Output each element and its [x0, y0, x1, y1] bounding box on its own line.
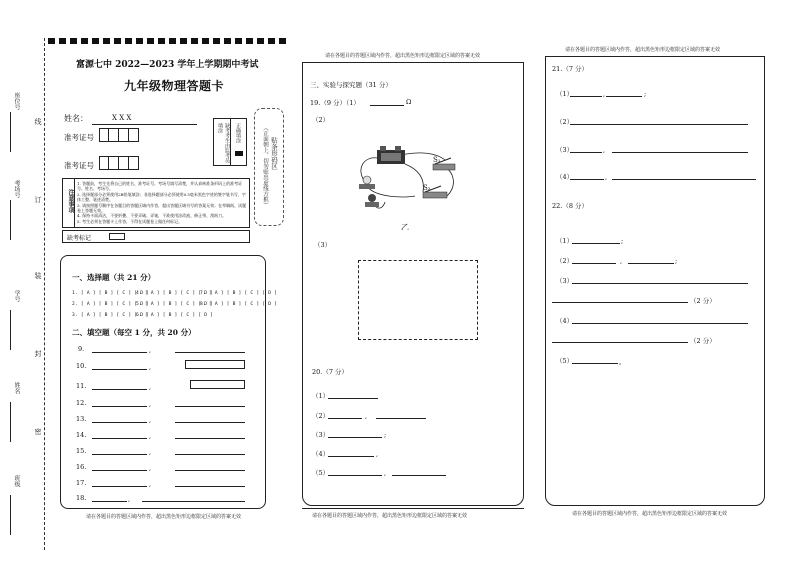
resistor-icon [365, 194, 379, 207]
battery-icon [377, 146, 405, 164]
q20-2-blank-1[interactable] [328, 418, 362, 419]
choice-q1[interactable]: 1. [ A ] [ B ] [ C ] [ D ] [72, 291, 150, 296]
section3-title: 三、实验与探究题（31 分） [310, 81, 392, 89]
field-line [10, 402, 11, 442]
q22-3-points: （2 分） [690, 297, 716, 305]
id-boxes[interactable] [99, 128, 139, 142]
q20-2-label: （2） [312, 412, 330, 420]
q20-2-blank-2[interactable] [376, 418, 426, 419]
q20-3-label: （3） [312, 431, 330, 439]
q22-2-blank-2[interactable] [628, 263, 674, 264]
name-value[interactable]: X X X [112, 114, 132, 122]
warning-col3-bottom: 请在各题目的答题区域内作答，超出黑色矩形边框限定区域的答案无效 [572, 511, 728, 517]
section2-title: 二、填空题（每空 1 分，共 20 分） [72, 328, 196, 337]
q21-2-blank[interactable] [570, 124, 748, 125]
fill-sample-box [213, 118, 247, 166]
q19-part2: （2） [312, 116, 330, 124]
notice-item: 3. 请按照题号顺序在各题目的答题区域内作答，超出答题区域书写的答案无效；在草稿纸、试题卷上答题无效。 [77, 202, 247, 214]
fill-q11-label: 11. [76, 382, 87, 390]
field-line [10, 310, 11, 350]
q22-2-label: （2） [556, 257, 574, 265]
q20-4-blank[interactable] [328, 456, 374, 457]
fill-q18-blank-1[interactable] [92, 501, 127, 502]
choice-q4[interactable]: 4. [ A ] [ B ] [ C ] [ D ] [136, 291, 214, 296]
choice-q2[interactable]: 2. [ A ] [ B ] [ C ] [ D ] [72, 302, 150, 307]
fill-q12-label: 12. [76, 399, 87, 407]
choice-q8[interactable]: 8. [ A ] [ B ] [ C ] [ D ] [200, 302, 278, 307]
warning-col1: 请在各题目的答题区域内作答，超出黑色矩形边框限定区域的答案无效 [86, 514, 242, 520]
cut-mark: 装 [34, 272, 42, 279]
divider [302, 508, 524, 509]
id-label-2: 准考证号 [64, 161, 94, 170]
fill-q13-label: 13. [76, 415, 87, 423]
id-label: 准考证号 [64, 133, 94, 142]
fill-q16-blank-2[interactable] [175, 470, 245, 471]
q21-4-label: （4） [556, 173, 574, 181]
field-line [10, 112, 11, 152]
q20-5-label: （5） [312, 469, 330, 477]
fill-q15-blank-1[interactable] [92, 454, 147, 455]
q21-label: 21.（7 分） [552, 65, 589, 73]
fill-q10-box[interactable] [185, 360, 245, 369]
q20-4-label: （4） [312, 450, 330, 458]
notice-item: 1. 答题前，考生先将自己的姓名、准考证号、考场号填写清楚，并认真核准条形码上的准考证号、姓名、考场号。 [77, 181, 243, 192]
fill-q18-blank-2[interactable] [142, 501, 245, 502]
q22-1-label: （1） [556, 237, 574, 245]
q19-part3: （3） [314, 241, 332, 249]
fill-q10-blank-1[interactable] [92, 369, 147, 370]
notice-item: 5. 考生必须在答题卡上作答，不得在试题卷上做任何标记。 [77, 218, 183, 224]
q20-label: 20.（7 分） [312, 368, 349, 376]
field-student-no: 学号 [13, 290, 20, 302]
cut-mark: 线 [34, 118, 42, 125]
warning-col2-top: 请在各题目的答题区域内作答，超出黑色矩形边框限定区域的答案无效 [325, 53, 481, 59]
q22-label: 22.（8 分） [552, 202, 589, 210]
notice-item: 2. 选择题部分必须使用2B铅笔填涂；非选择题部分必须使用0.5毫米黑色字迹的签字笔书写，字体工整、笔迹清楚。 [77, 191, 246, 203]
s2-label: S₂ [423, 184, 431, 192]
fill-q12-blank-1[interactable] [92, 406, 147, 407]
field-name: 姓名 [13, 382, 20, 394]
correct-fill-label: 正确填涂 [235, 123, 241, 143]
barcode-note: 贴条形码区 [270, 137, 278, 170]
q22-2-blank-1[interactable] [572, 263, 616, 264]
field-class: 班级 [13, 475, 20, 487]
notice-box [62, 178, 250, 228]
field-line [10, 200, 11, 240]
card-title: 九年级物理答题卡 [124, 79, 225, 93]
fill-q16-blank-1[interactable] [92, 470, 147, 471]
q21-2-label: （2） [556, 118, 574, 126]
fill-q11-box[interactable] [190, 380, 245, 389]
q19-drawing-box[interactable] [358, 260, 478, 340]
barcode-area [254, 108, 284, 226]
q22-3-blank-2[interactable] [552, 302, 688, 303]
fill-sample-mark [235, 151, 243, 156]
q21-1-blank-2[interactable] [606, 96, 642, 97]
fill-q17-blank-2[interactable] [175, 486, 245, 487]
q22-5-label: （5） [556, 357, 574, 365]
q19-blank[interactable] [370, 105, 404, 106]
notice-title: 注意事项 [67, 189, 74, 213]
fill-q15-blank-2[interactable] [175, 454, 245, 455]
s1-label: S₁ [433, 156, 441, 164]
absent-checkbox[interactable] [109, 233, 125, 240]
fill-q10-label: 10. [76, 362, 87, 370]
q20-1-blank[interactable] [328, 398, 378, 399]
q20-5-blank-2[interactable] [392, 475, 446, 476]
q22-3-label: （3） [556, 277, 574, 285]
q21-1-label: （1） [556, 90, 574, 98]
bulb-icon [359, 176, 375, 189]
q22-4-label: （4） [556, 317, 574, 325]
warning-col2-bottom: 请在各题目的答题区域内作答，超出黑色矩形边框限定区域的答案无效 [312, 513, 468, 519]
q20-5-blank-1[interactable] [328, 475, 382, 476]
absent-note: 缺考考生由监考员填涂 [217, 123, 230, 163]
field-line [10, 495, 11, 535]
absent-label: 缺考标记 [67, 235, 92, 242]
choice-q3[interactable]: 3. [ A ] [ B ] [ C ] [ D ] [72, 313, 150, 318]
school-title: 富源七中 2022—2023 学年上学期期中考试 [76, 60, 259, 70]
q19-unit: Ω [406, 98, 412, 106]
q22-4-points: （2 分） [690, 337, 716, 345]
choice-q7[interactable]: 7. [ A ] [ B ] [ C ] [ D ] [200, 291, 278, 296]
notice-item: 4. 保持卡面清洁，不要折叠、不要弄破、弄皱，不准使用涂改液、修正带、刮纸刀。 [77, 213, 227, 219]
cut-mark: 封 [34, 350, 42, 357]
fill-q16-label: 16. [76, 463, 87, 471]
barcode-note-2: （正面朝上，切勿贴出虚线方框） [262, 125, 268, 208]
fill-q12-blank-2[interactable] [175, 406, 245, 407]
q22-4-blank-2[interactable] [552, 342, 688, 343]
q20-3-blank[interactable] [328, 437, 382, 438]
choice-q6[interactable]: 6. [ A ] [ B ] [ C ] [ D ] [136, 313, 214, 318]
choice-q5[interactable]: 5. [ A ] [ B ] [ C ] [ D ] [136, 302, 214, 307]
switch-s2-icon [423, 184, 447, 198]
cut-mark: 密 [34, 428, 42, 435]
fill-q13-blank-2[interactable] [175, 422, 245, 423]
fill-q14-label: 14. [76, 431, 87, 439]
field-seat: 座位号 [13, 92, 20, 110]
q21-3-blank-2[interactable] [612, 152, 748, 153]
q22-5-period: 。 [619, 358, 626, 366]
q21-4-blank-2[interactable] [612, 179, 756, 180]
circuit-diagram [345, 140, 475, 230]
q21-3-label: （3） [556, 146, 574, 154]
q19-label: 19.（9 分）（1） [310, 99, 360, 107]
fill-q15-label: 15. [76, 447, 87, 455]
name-underline [92, 124, 197, 125]
fill-q17-label: 17. [76, 479, 87, 487]
fill-q17-blank-1[interactable] [92, 486, 147, 487]
fill-q9-blank-2[interactable] [175, 352, 245, 353]
id-boxes-2[interactable] [99, 156, 139, 170]
fill-q14-blank-1[interactable] [92, 438, 147, 439]
switch-s1-icon [433, 156, 455, 170]
q21-1-blank-1[interactable] [570, 96, 602, 97]
fill-q13-blank-1[interactable] [92, 422, 147, 423]
warning-col3-top: 请在各题目的答题区域内作答，超出黑色矩形边框限定区域的答案无效 [565, 47, 721, 53]
positioning-bar [48, 38, 288, 44]
fill-q9-label: 9. [78, 345, 85, 353]
circuit-caption: 乙 [401, 223, 409, 230]
absent-row [62, 230, 250, 243]
cut-mark: 订 [34, 196, 42, 203]
q22-1-blank[interactable] [572, 243, 620, 244]
q21-3-blank-1[interactable] [570, 152, 602, 153]
q22-5-blank[interactable] [572, 363, 618, 364]
cut-line [44, 38, 45, 550]
fill-q14-blank-2[interactable] [175, 438, 245, 439]
fill-q11-blank-1[interactable] [92, 389, 147, 390]
q22-4-blank-1[interactable] [572, 323, 748, 324]
section1-title: 一、选择题（共 21 分） [72, 273, 156, 282]
fill-q18-label: 18. [76, 494, 87, 502]
name-label: 姓名： [64, 114, 88, 123]
field-room: 考场号 [13, 180, 20, 198]
fill-q9-blank-1[interactable] [92, 352, 147, 353]
q20-1-label: （1） [312, 392, 330, 400]
q22-3-blank-1[interactable] [572, 283, 748, 284]
q21-4-blank-1[interactable] [570, 179, 604, 180]
